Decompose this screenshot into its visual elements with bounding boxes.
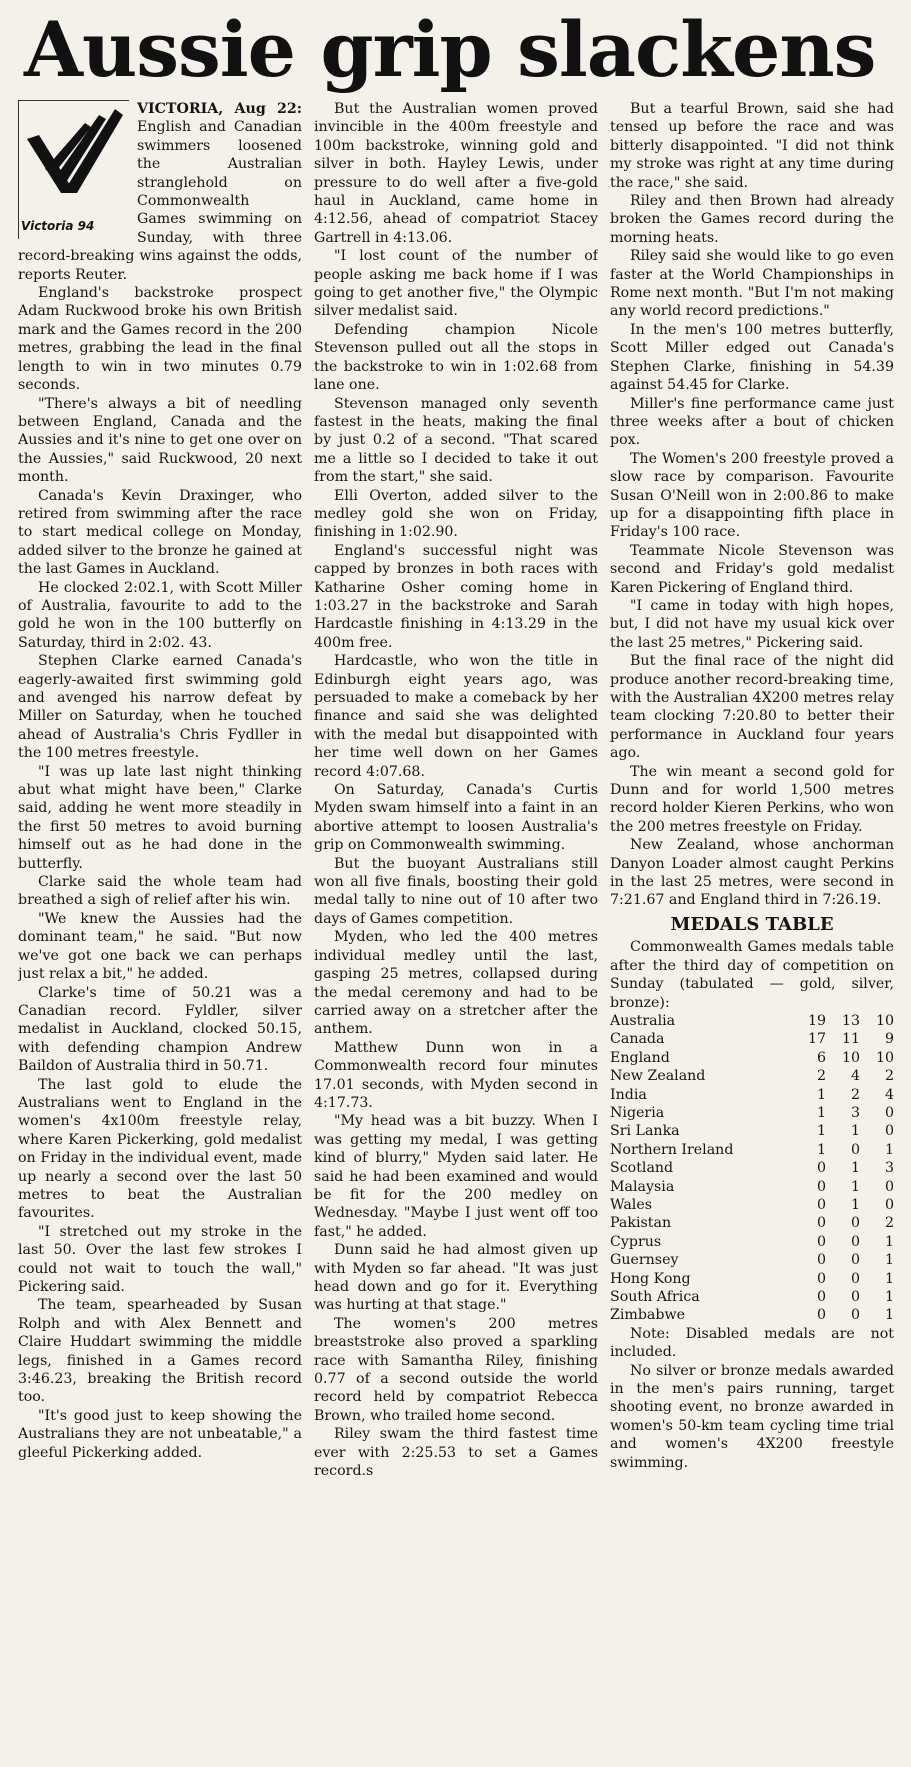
silver-count: 4 — [850, 1068, 860, 1085]
gold-count: 1 — [816, 1141, 826, 1158]
article-paragraph: Dunn said he had almost given up with Myden so far ahead. "It was just head down and go for it. Everything was hurting at that stage." — [314, 1242, 598, 1314]
article-paragraph: "We knew the Aussies had the dominant team," he said. "But now we've got one back we can perhaps just relax a bit," he added. — [18, 910, 302, 983]
gold-count: 17 — [807, 1031, 826, 1048]
medals-row — [610, 1288, 894, 1306]
silver-count: 0 — [850, 1270, 860, 1287]
games-v-logo-icon — [19, 101, 127, 213]
article-paragraph: Teammate Nicole Stevenson was second and Friday's gold medalist Karen Pickering of England third. — [610, 542, 894, 596]
article-paragraph: England's successful night was capped by bronzes in both races with Katharine Osher coming home in 1:03.27 in the backstroke and Sarah Hardcastle finishing in 4:13.29 in the 400m free. — [314, 542, 598, 651]
silver-count: 1 — [850, 1160, 860, 1177]
silver-count: 3 — [850, 1104, 860, 1121]
gold-count: 0 — [816, 1307, 826, 1324]
country-name: South Africa — [610, 1289, 700, 1305]
bronze-count: 1 — [884, 1252, 894, 1269]
medals-row — [610, 1214, 894, 1232]
article-paragraph: "I lost count of the number of people asking me back home if I was going to get another five," the Olympic silver medalist said. — [314, 248, 598, 320]
article-paragraph: Matthew Dunn won in a Commonwealth record four minutes 17.01 seconds, with Myden second in 4:17.73. — [314, 1039, 598, 1111]
article-paragraph: On Saturday, Canada's Curtis Myden swam himself into a faint in an abortive attempt to loosen Australia's grip on Commonwealth swimming. — [314, 782, 598, 854]
medals-row — [610, 1306, 894, 1324]
country-name: Nigeria — [610, 1104, 665, 1121]
bronze-count: 4 — [884, 1086, 894, 1103]
silver-count: 11 — [841, 1031, 860, 1048]
country-name: Guernsey — [610, 1252, 679, 1269]
medals-row — [610, 1251, 894, 1269]
medals-table — [610, 1012, 894, 1325]
dateline: VICTORIA, Aug 22: — [137, 101, 302, 117]
silver-count: 1 — [850, 1123, 860, 1140]
gold-count: 19 — [807, 1012, 826, 1029]
article-paragraph: Riley said she would like to go even faster at the World Championships in Rome next month. "But I'm not making any world record predictions." — [610, 248, 894, 320]
gold-count: 0 — [816, 1215, 826, 1232]
medals-row — [610, 1233, 894, 1251]
article-paragraph: "There's always a bit of needling between England, Canada and the Aussies and it's nine to get one over on the Aussies," said Ruckwood, 20 next month. — [18, 395, 302, 486]
article-paragraph: Stephen Clarke earned Canada's eagerly-awaited first swimming gold and avenged his narrow defeat by Miller on Saturday, when he touched ahead of Australia's Chris Fydller in the 100 metres freestyle. — [18, 653, 302, 762]
article-paragraph: "I was up late last night thinking abut what might have been," Clarke said, adding he went more steadily in the first 50 metres to avoid burning himself out as he had done in the butterfly. — [18, 763, 302, 872]
lead-text: English and Canadian swimmers loosened the Australian stranglehold on Commonwealth Games swimming on Sunday, with three record-breaking wins against the odds, reports Reuter. — [18, 119, 302, 283]
gold-count: 0 — [816, 1252, 826, 1269]
silver-count: 0 — [850, 1215, 860, 1232]
article-paragraph: But a tearful Brown, said she had tensed up before the race and was bitterly disappointed. "I did not think my stroke was right at any time during the race," she said. — [610, 101, 894, 191]
article-paragraph: "I came in today with high hopes, but, I did not have my usual kick over the last 25 metres," Pickering said. — [610, 597, 894, 651]
gold-count: 0 — [816, 1178, 826, 1195]
article-paragraph: The Women's 200 freestyle proved a slow race by comparison. Favourite Susan O'Neill won in 2:00.86 to make up for a disappointing fifth place in Friday's 100 race. — [610, 450, 894, 541]
article-paragraph: The women's 200 metres breaststroke also proved a sparkling race with Samantha Riley, finishing 0.77 of a second outside the world record held by compatriot Rebecca Brown, who trailed home second. — [314, 1315, 598, 1424]
medals-note: Note: Disabled medals are not included. — [610, 1325, 894, 1361]
country-name: Northern Ireland — [610, 1141, 734, 1158]
article-paragraph: Defending champion Nicole Stevenson pulled out all the stops in the backstroke to win in 1:02.68 from lane one. — [314, 321, 598, 394]
gold-count: 0 — [816, 1289, 826, 1305]
gold-count: 2 — [816, 1068, 826, 1085]
column-2-body — [314, 100, 598, 1480]
country-name: New Zealand — [610, 1068, 706, 1085]
country-name: Scotland — [610, 1160, 674, 1177]
medals-row — [610, 1122, 894, 1140]
country-name: Zimbabwe — [610, 1307, 686, 1324]
medals-row — [610, 1049, 894, 1067]
silver-count: 10 — [841, 1049, 860, 1066]
country-name: Pakistan — [610, 1215, 672, 1232]
article-paragraph: England's backstroke prospect Adam Ruckwood broke his own British mark and the Games record in the 200 metres, grabbing the lead in the final length to win in two minutes 0.79 seconds. — [18, 285, 302, 394]
article-paragraph: Stevenson managed only seventh fastest in the heats, making the final by just 0.2 of a second. "That scared me a little so I decided to take it out from the start," she said. — [314, 395, 598, 486]
article-paragraph: In the men's 100 metres butterfly, Scott Miller edged out Canada's Stephen Clarke, finishing in 54.39 against 54.45 for Clarke. — [610, 321, 894, 394]
column-2 — [314, 100, 598, 1750]
column-3-body — [610, 100, 894, 910]
silver-count: 0 — [850, 1233, 860, 1250]
article-paragraph: Elli Overton, added silver to the medley gold she won on Friday, finishing in 1:02.90. — [314, 487, 598, 541]
article-paragraph: The win meant a second gold for Dunn and for world 1,500 metres record holder Kieren Perkins, who won the 200 metres freestyle on Friday. — [610, 763, 894, 835]
bronze-count: 0 — [884, 1123, 894, 1140]
medals-intro: Commonwealth Games medals table after the third day of competition on Sunday (tabulated — gold, silver, bronze): — [610, 939, 894, 1011]
medals-row — [610, 1030, 894, 1048]
silver-count: 0 — [850, 1252, 860, 1269]
medals-note: No silver or bronze medals awarded in the men's pairs running, target shooting event, no bronze awarded in women's 50-km team cycling time trial and women's 4X200 freestyle swimming. — [610, 1362, 894, 1471]
country-name: Canada — [610, 1031, 665, 1048]
medals-row — [610, 1141, 894, 1159]
silver-count: 1 — [850, 1178, 860, 1195]
country-name: Wales — [610, 1196, 653, 1213]
bronze-count: 2 — [884, 1068, 894, 1085]
bronze-count: 1 — [884, 1233, 894, 1250]
medals-row — [610, 1086, 894, 1104]
silver-count: 13 — [841, 1012, 860, 1029]
victoria-94-logo — [18, 100, 129, 239]
bronze-count: 3 — [884, 1160, 894, 1177]
gold-count: 6 — [816, 1049, 826, 1066]
bronze-count: 0 — [884, 1196, 894, 1213]
medals-row — [610, 1196, 894, 1214]
gold-count: 0 — [816, 1233, 826, 1250]
medals-notes — [610, 1325, 894, 1472]
article-paragraph: Riley swam the third fastest time ever with 2:25.53 to set a Games record.s — [314, 1426, 598, 1480]
silver-count: 1 — [850, 1196, 860, 1213]
article-paragraph: New Zealand, whose anchorman Danyon Loader almost caught Perkins in the last 25 metres, were second in 7:21.67 and England third in 7:26.19. — [610, 837, 894, 909]
article-paragraph: The last gold to elude the Australians went to England in the women's 4x100m freestyle relay, where Karen Pickerking, gold medalist on Friday in the individual event, made up nearly a second over the last 50 metres to beat the Australian favourites. — [18, 1076, 302, 1222]
article-paragraph: But the final race of the night did produce another record-breaking time, with the Australian 4X200 metres relay team clocking 7:20.80 to better their performance in Auckland four years ago. — [610, 653, 894, 762]
column-1 — [18, 100, 302, 1750]
bronze-count: 1 — [884, 1307, 894, 1324]
article-paragraph: Myden, who led the 400 metres individual medley until the last, gasping 25 metres, collapsed during the medal ceremony and had to be carried away on a stretcher after the anthem. — [314, 929, 598, 1038]
article-paragraph: But the buoyant Australians still won all five finals, boosting their gold medal tally to nine out of 10 after two days of Games competition. — [314, 855, 598, 927]
bronze-count: 1 — [884, 1141, 894, 1158]
medals-row — [610, 1178, 894, 1196]
bronze-count: 0 — [884, 1178, 894, 1195]
article-paragraph: Hardcastle, who won the title in Edinburgh eight years ago, was persuaded to make a comeback by her finance and said she was delighted with the medal but disappointed with her time well down on her Games record 4:07.68. — [314, 653, 598, 780]
article-paragraph: Clarke said the whole team had breathed a sigh of relief after his win. — [18, 874, 302, 909]
silver-count: 2 — [850, 1086, 860, 1103]
gold-count: 0 — [816, 1160, 826, 1177]
country-name: Hong Kong — [610, 1270, 691, 1287]
gold-count: 0 — [816, 1270, 826, 1287]
country-name: England — [610, 1049, 670, 1066]
silver-count: 0 — [850, 1307, 860, 1324]
article-paragraph: Miller's fine performance came just three weeks after a bout of chicken pox. — [610, 395, 894, 449]
article-paragraph: "It's good just to keep showing the Australians they are not unbeatable," a gleeful Pickerking added. — [18, 1407, 302, 1461]
column-1-body — [18, 284, 302, 1462]
logo-caption: Victoria 94 — [21, 218, 95, 233]
country-name: Sri Lanka — [610, 1123, 680, 1140]
country-name: Malaysia — [610, 1178, 675, 1195]
column-3 — [610, 100, 894, 1750]
bronze-count: 10 — [875, 1012, 894, 1029]
medals-table-heading: MEDALS TABLE — [670, 913, 834, 935]
article-paragraph: Riley and then Brown had already broken the Games record during the morning heats. — [610, 193, 894, 246]
silver-count: 0 — [850, 1141, 860, 1158]
gold-count: 1 — [816, 1104, 826, 1121]
article-paragraph: "I stretched out my stroke in the last 50. Over the last few strokes I could not wait to touch the wall," Pickering said. — [18, 1223, 302, 1295]
article-paragraph: Canada's Kevin Draxinger, who retired from swimming after the race to start medical college on Monday, added silver to the bronze he gained at the last Games in Auckland. — [18, 487, 302, 578]
headline: Aussie grip slackens — [24, 5, 876, 94]
country-name: India — [610, 1086, 647, 1103]
bronze-count: 10 — [875, 1049, 894, 1066]
bronze-count: 1 — [884, 1270, 894, 1287]
gold-count: 1 — [816, 1123, 826, 1140]
bronze-count: 9 — [884, 1031, 894, 1048]
silver-count: 0 — [850, 1289, 860, 1305]
article-paragraph: The team, spearheaded by Susan Rolph and with Alex Bennett and Claire Huddart swimming the middle legs, finished in a Games record 3:46.23, breaking the British record too. — [18, 1297, 302, 1406]
article-paragraph: "My head was a bit buzzy. When I was getting my medal, I was getting kind of blurry," Myden said later. He said he had been examined and would be fit for the 200 medley on Wednesday. "Maybe I just went off too fast," he added. — [314, 1113, 598, 1240]
article-columns — [18, 100, 897, 1750]
country-name: Australia — [610, 1012, 676, 1029]
medals-row — [610, 1270, 894, 1288]
bronze-count: 1 — [884, 1289, 894, 1305]
medals-row — [610, 1104, 894, 1122]
medals-row — [610, 1067, 894, 1085]
article-paragraph: Clarke's time of 50.21 was a Canadian record. Fyldler, silver medalist in Auckland, clocked 50.15, with defending champion Andrew Baildon of Australia third in 50.71. — [18, 984, 302, 1075]
medals-row — [610, 1159, 894, 1177]
country-name: Cyprus — [610, 1233, 662, 1250]
bronze-count: 0 — [884, 1104, 894, 1121]
article-paragraph: But the Australian women proved invincible in the 400m freestyle and 100m backstroke, winning gold and silver in both. Hayley Lewis, under pressure to do well after a five-gold haul in Auckland, came home in 4:12.56, ahead of compatriot Stacey Gartrell in 4:13.06. — [314, 101, 598, 246]
article-paragraph: He clocked 2:02.1, with Scott Miller of Australia, favourite to add to the gold he won in the 100 butterfly on Saturday, third in 2:02. 43. — [18, 579, 302, 651]
bronze-count: 2 — [884, 1215, 894, 1232]
gold-count: 1 — [816, 1086, 826, 1103]
gold-count: 0 — [816, 1196, 826, 1213]
medals-row — [610, 1012, 894, 1030]
